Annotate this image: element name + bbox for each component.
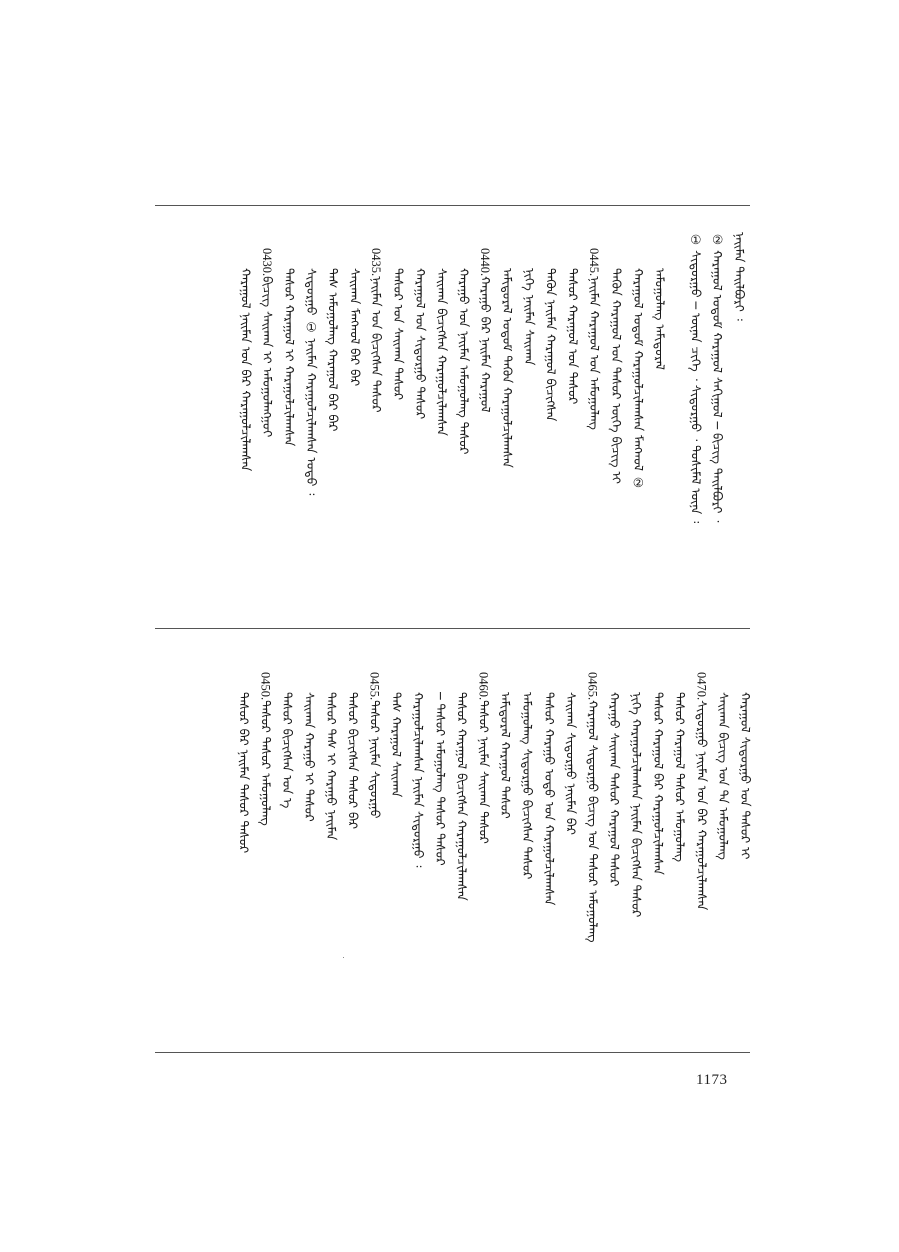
verse-text: ᠬᠠᠷᠠᠭᠤᠯ ᠰᠢᠳᠤᠷᠭᠤ ᠤᠨ ᠲᠠᠰᠤᠷ ᠢ: [738, 692, 753, 860]
lower-text-panel: [155, 634, 753, 1048]
verse-text: ᠠᠮᠢᠳᠤᠷᠠᠯ ᠤᠳᠤᠮ ᠲᠡᠭᠦᠨ ᠬᠠᠷᠠᠭᠤᠯᠴᠢᠯᠠᠭᠰᠠᠨ: [500, 268, 515, 468]
verse-text: ᠲᠠᠰᠤᠷ ᠪᠢᠴᠢᠭᠰᠡᠨ ᠤᠨ ᠡ: [280, 692, 296, 809]
verse-line: [232, 692, 256, 1012]
footnote-mark: ②: [710, 232, 725, 251]
verse-line: [539, 268, 563, 608]
verse-line: [537, 692, 561, 1012]
verse-line: [342, 268, 366, 608]
verse-line: [517, 268, 541, 608]
verse-text: ᠨᠠᠢᠮᠠᠨ ᠤᠨ ᠪᠢᠴᠢᠭᠰᠡᠨ ᠲᠠᠰᠤᠷ: [369, 276, 385, 413]
verse-text: ᠲᠠᠰᠤᠷ ᠨᠠᠢᠮᠠᠨ ᠰᠢᠳᠤᠷᠭᠤ: [367, 700, 383, 819]
verse-line: [233, 268, 257, 608]
page-number: 1173: [696, 1072, 728, 1088]
verse-line: [341, 692, 365, 1012]
verse-text: ᠰᠢᠳᠤᠷᠭᠤ ᠨᠠᠢᠮᠠᠨ ᠤᠨ ᠪᠡᠷ ᠬᠠᠷᠠᠭᠤᠯᠴᠢᠯᠠᠭᠰᠠᠨ: [694, 700, 710, 911]
verse-text: ᠬᠠᠷᠠᠭᠤᠯ ᠤᠨ ᠰᠢᠳᠤᠷᠭᠤ ᠲᠠᠰᠤᠷ: [412, 268, 428, 420]
verse-line: [277, 268, 301, 608]
verse-line: [493, 692, 517, 1012]
verse-line: [646, 692, 670, 1012]
footnote-text: ᠬᠠᠷᠠᠭᠤᠯ ᠤᠳᠤᠮ ᠬᠠᠷᠠᠭᠤᠯ ᠰᠠᠬᠢᠭᠤᠯ ─ ᠪᠢᠴᠢᠭ᠌ ᠲᠠᠢᠯᠪᠤᠷᠢ ᠂: [710, 250, 726, 523]
bottom-rule: [155, 1052, 750, 1053]
verse-line: [471, 672, 495, 992]
verse-line: [711, 692, 735, 1012]
verse-line: [602, 692, 626, 1012]
verse-text: ᠨᠠᠢᠮᠠᠨ ᠬᠠᠷᠠᠭᠤᠯ ᠤᠨ ᠠᠮᠤᠭᠤᠯᠠᠩ: [587, 276, 603, 430]
verse-text: ᠠᠮᠤᠭᠤᠯᠠᠩ ᠠᠮᠢᠳᠤᠷᠠᠯ: [652, 268, 668, 370]
verse-text: ᠰᠠᠢᠬᠠᠨ ᠮᠠᠩᠬᠤᠯ ᠪᠡᠷ ᠪᠠᠷ: [347, 268, 363, 387]
verse-line: [255, 248, 279, 588]
verse-line: [450, 692, 474, 1012]
verse-line: [624, 692, 648, 1012]
line-number: 0455.: [367, 672, 382, 701]
verse-line: [299, 268, 323, 608]
verse-text: ᠬᠠᠷᠠᠭᠤᠯ ᠰᠢᠳᠤᠷᠭᠤ ᠪᠢᠴᠢᠭ᠌ ᠤᠨ ᠲᠠᠰᠤᠷ ᠠᠮᠤᠭᠤᠯᠠᠩ: [585, 700, 601, 943]
verse-text: ᠠᠮᠢᠳᠤᠷᠠᠯ ᠬᠠᠷᠠᠭᠤᠯ ᠲᠠᠰᠤᠷ: [498, 692, 514, 819]
footnote-text: ᠨᠠᠢᠮᠠᠨ ᠲᠠᠢᠯᠪᠤᠷᠢ ᠄: [732, 232, 747, 321]
verse-text: ᠬᠠᠷᠠᠭᠤᠯᠴᠢᠯᠠᠭᠰᠠᠨ ᠨᠠᠢᠮᠠᠨ ᠰᠢᠳᠤᠷᠭᠤ ᠄: [411, 692, 426, 868]
line-number: 0430.: [260, 248, 275, 277]
verse-line: [408, 268, 432, 608]
verse-text: ᠰᠠᠢᠬᠠᠨ ᠰᠢᠳᠤᠷᠭᠤ ᠨᠠᠢᠮᠠᠨ ᠪᠡᠷ: [563, 692, 579, 835]
verse-line: [689, 672, 713, 992]
verse-line: [668, 692, 692, 1012]
stray-dot: [343, 957, 344, 958]
verse-text: ᠲᠠᠰ ᠠᠮᠤᠭᠤᠯᠠᠩ ᠬᠠᠷᠠᠭᠤᠯ ᠪᠡᠷ ᠪᠠᠷ: [325, 268, 341, 432]
verse-text: ᠰᠠᠢᠬᠠᠨ ᠬᠠᠷᠠᠭᠤ ᠢ ᠲᠠᠰᠤᠷ: [302, 692, 317, 822]
verse-line: [364, 248, 388, 588]
verse-line: [604, 268, 628, 608]
verse-line: [297, 692, 321, 1012]
verse-text: ᠲᠠᠰᠤᠷ ᠨᠠᠢᠮᠠᠨ ᠰᠠᠢᠬᠠᠨ ᠲᠠᠰᠤᠷ: [476, 700, 492, 844]
verse-text: ᠬᠠᠷᠠᠭᠤᠯ ᠤᠳᠤᠮ ᠬᠠᠷᠠᠭᠤᠯᠴᠢᠯᠠᠭᠰᠠᠨ ᠮᠠᠩᠬᠤᠯ ②: [630, 268, 646, 490]
line-number: 0445.: [587, 248, 602, 277]
line-number: 0450.: [258, 672, 273, 701]
verse-text: ᠲᠠᠰ ᠬᠠᠷᠠᠭᠤᠯ ᠰᠠᠢᠬᠠᠨ: [389, 692, 405, 798]
line-number: 0435.: [369, 248, 384, 277]
verse-line: [406, 692, 430, 1012]
line-number: 0470.: [694, 672, 709, 701]
verse-line: [648, 268, 672, 608]
verse-line: [275, 692, 299, 1012]
footnote-line: [727, 232, 751, 608]
verse-line: [582, 248, 606, 588]
verse-text: ─ ᠲᠠᠰᠤᠷ ᠠᠮᠤᠭᠤᠯᠠᠩ ᠲᠠᠰᠤᠷ ᠲᠠᠰᠤᠷ: [432, 692, 448, 866]
footnote-text: ᠰᠢᠳᠤᠷᠭᠤ ─ ᠦᠨᠡᠨ ᠴᠢᠬᠡ ᠂ ᠰᠢᠳᠤᠷᠭᠤ ᠂ ᠲᠤᠰᠢᠮᠡᠯ ᠦᠨᠡ ᠄: [688, 250, 704, 524]
verse-line: [560, 268, 584, 608]
verse-line: [319, 692, 343, 1012]
verse-text: ᠲᠠᠰᠤᠷ ᠬᠠᠷᠠᠭᠤᠯ ᠲᠠᠰᠤᠷ ᠠᠮᠤᠭᠤᠯᠠᠩ: [672, 692, 688, 863]
verse-text: ᠬᠠᠷᠠᠭᠤ ᠰᠠᠢᠬᠠᠨ ᠲᠠᠰᠤᠷ ᠬᠠᠷᠠᠭᠤᠯ ᠲᠠᠰᠤᠷ: [607, 692, 623, 887]
verse-text: ᠬᠠᠷᠠᠭᠤᠯ ᠨᠠᠢᠮᠠᠨ ᠤᠨ ᠪᠡᠷ ᠬᠠᠷᠠᠭᠤᠯᠴᠢᠯᠠᠭᠰᠠᠨ: [238, 268, 254, 472]
verse-text: ᠲᠠᠰᠤᠷ ᠲᠠᠰᠤᠷ ᠠᠮᠤᠭᠤᠯᠠᠩ: [258, 700, 274, 826]
verse-line: [428, 692, 452, 1012]
verse-line: [559, 692, 583, 1012]
verse-text: ᠲᠠᠰᠤᠷ ᠬᠠᠷᠠᠭᠤᠯ ᠪᠡᠷ ᠬᠠᠷᠠᠭᠤᠯᠴᠢᠯᠠᠭᠰᠠᠨ: [650, 692, 666, 875]
verse-line: [495, 268, 519, 608]
verse-text: ᠰᠠᠢᠬᠠᠨ ᠪᠢᠴᠢᠭ᠌ ᠤᠨ ᠲᠠ ᠠᠮᠤᠭᠤᠯᠠᠩ: [716, 692, 732, 860]
line-number: 0465.: [585, 672, 600, 701]
verse-text: ᠬᠠᠷᠠᠭᠤ ᠪᠡᠷ ᠨᠠᠢᠮᠠᠨ ᠬᠠᠷᠠᠭᠤᠯ: [478, 276, 494, 413]
verse-text: ᠲᠠᠰᠤᠷ ᠬᠠᠷᠠᠭᠤᠯ ᠪᠢᠴᠢᠭᠰᠡᠨ ᠬᠠᠷᠠᠭᠤᠯᠴᠢᠯᠠᠭᠰᠠᠨ: [454, 692, 470, 901]
verse-text: ᠰᠢᠳᠤᠷᠭᠤ ① ᠨᠠᠢᠮᠠᠨ ᠬᠠᠷᠠᠭᠤᠯᠴᠢᠯᠠᠭᠰᠠᠨ ᠤᠳᠤ ᠄: [303, 268, 319, 496]
verse-text: ᠲᠡᠭᠦᠨ ᠨᠠᠢᠮᠠᠨ ᠬᠠᠷᠠᠭᠤᠯ ᠪᠢᠴᠢᠭᠰᠡᠨ: [543, 268, 559, 422]
line-number: 0440.: [478, 248, 493, 277]
middle-rule: [155, 628, 750, 629]
footnote-line: [683, 232, 707, 608]
verse-text: ᠬᠠᠷᠠᠭᠤ ᠤᠨ ᠨᠠᠢᠮᠠᠨ ᠠᠮᠤᠭᠤᠯᠠᠩ ᠲᠠᠰᠤᠷ: [456, 268, 472, 455]
verse-line: [362, 672, 386, 992]
verse-text: ᠰᠠᠢᠬᠠᠨ ᠪᠢᠴᠢᠭᠰᠡᠨ ᠬᠠᠷᠠᠭᠤᠯᠴᠢᠯᠠᠭᠰᠠᠨ: [434, 268, 450, 436]
verse-text: ᠨᠢᠭᠡ ᠨᠠᠢᠮᠠᠨ ᠰᠠᠢᠬᠠᠨ: [521, 268, 537, 366]
verse-text: ᠲᠠᠰᠤᠷ ᠪᠢᠴᠢᠭᠰᠡᠨ ᠲᠠᠰᠤᠷ ᠪᠡᠷ: [345, 692, 361, 830]
verse-line: [386, 268, 410, 608]
verse-line: [515, 692, 539, 1012]
verse-line: [626, 268, 650, 608]
verse-line: [580, 672, 604, 992]
verse-text: ᠲᠠᠰᠤᠷ ᠪᠡᠷ ᠨᠠᠢᠮᠠᠨ ᠲᠠᠰᠤᠷ ᠲᠠᠰᠤᠷ: [236, 692, 252, 854]
top-rule: [155, 205, 750, 206]
footnote-line: [705, 232, 729, 608]
verse-line: [733, 692, 757, 1012]
verse-text: ᠠᠮᠤᠭᠤᠯᠠᠩ ᠰᠢᠳᠤᠷᠭᠤ ᠪᠢᠴᠢᠭᠰᠡᠨ ᠲᠠᠰᠤᠷ: [520, 692, 535, 880]
verse-text: ᠲᠠᠰᠤᠷ ᠬᠠᠷᠠᠭᠤᠯ ᠤᠨ ᠲᠠᠰᠤᠷ: [565, 268, 581, 405]
verse-text: ᠲᠠᠰᠤᠷ ᠲᠠᠰ ᠢ ᠬᠠᠷᠠᠭᠤ ᠨᠠᠢᠮᠠᠨ: [323, 692, 339, 841]
verse-line: [430, 268, 454, 608]
line-number: 0460.: [476, 672, 491, 701]
verse-text: ᠲᠠᠰᠤᠷ ᠬᠠᠷᠠᠭᠤ ᠤᠳᠤ ᠤᠨ ᠬᠠᠷᠠᠭᠤᠯᠴᠢᠯᠠᠭᠰᠠᠨ: [541, 692, 557, 906]
verse-line: [451, 268, 475, 608]
footnote-mark: ①: [688, 232, 703, 251]
verse-line: [321, 268, 345, 608]
verse-text: ᠲᠠᠰᠤᠷ ᠬᠠᠷᠠᠭᠤᠯ ᠢ ᠬᠠᠷᠠᠭᠤᠯᠴᠢᠯᠠᠭᠰᠠᠨ: [282, 268, 297, 447]
verse-line: [384, 692, 408, 1012]
verse-text: ᠲᠠᠰᠤᠷ ᠤᠨ ᠰᠠᠢᠬᠠᠨ ᠲᠠᠰᠤᠷ: [391, 268, 406, 401]
verse-text: ᠲᠡᠭᠦᠨ ᠬᠠᠷᠠᠭᠤᠯ ᠤᠨ ᠲᠠᠰᠤᠷ ᠦᠭᠡ ᠪᠢᠴᠢᠭ᠌ ᠢ: [609, 268, 624, 484]
verse-line: [253, 672, 277, 992]
verse-line: [473, 248, 497, 588]
verse-text: ᠨᠢᠭᠡ ᠬᠠᠷᠠᠭᠤᠯᠴᠢᠯᠠᠭᠰᠠᠨ ᠨᠠᠢᠮᠠᠨ ᠪᠢᠴᠢᠭᠰᠡᠨ ᠲᠠᠰᠤᠷ: [629, 692, 644, 918]
verse-text: ᠪᠢᠴᠢᠭ᠌ ᠰᠠᠢᠬᠠᠨ ᠢ ᠠᠮᠤᠭᠤᠯᠠᠩᠭᠤᠢ: [260, 276, 276, 438]
upper-text-panel: [155, 210, 750, 624]
